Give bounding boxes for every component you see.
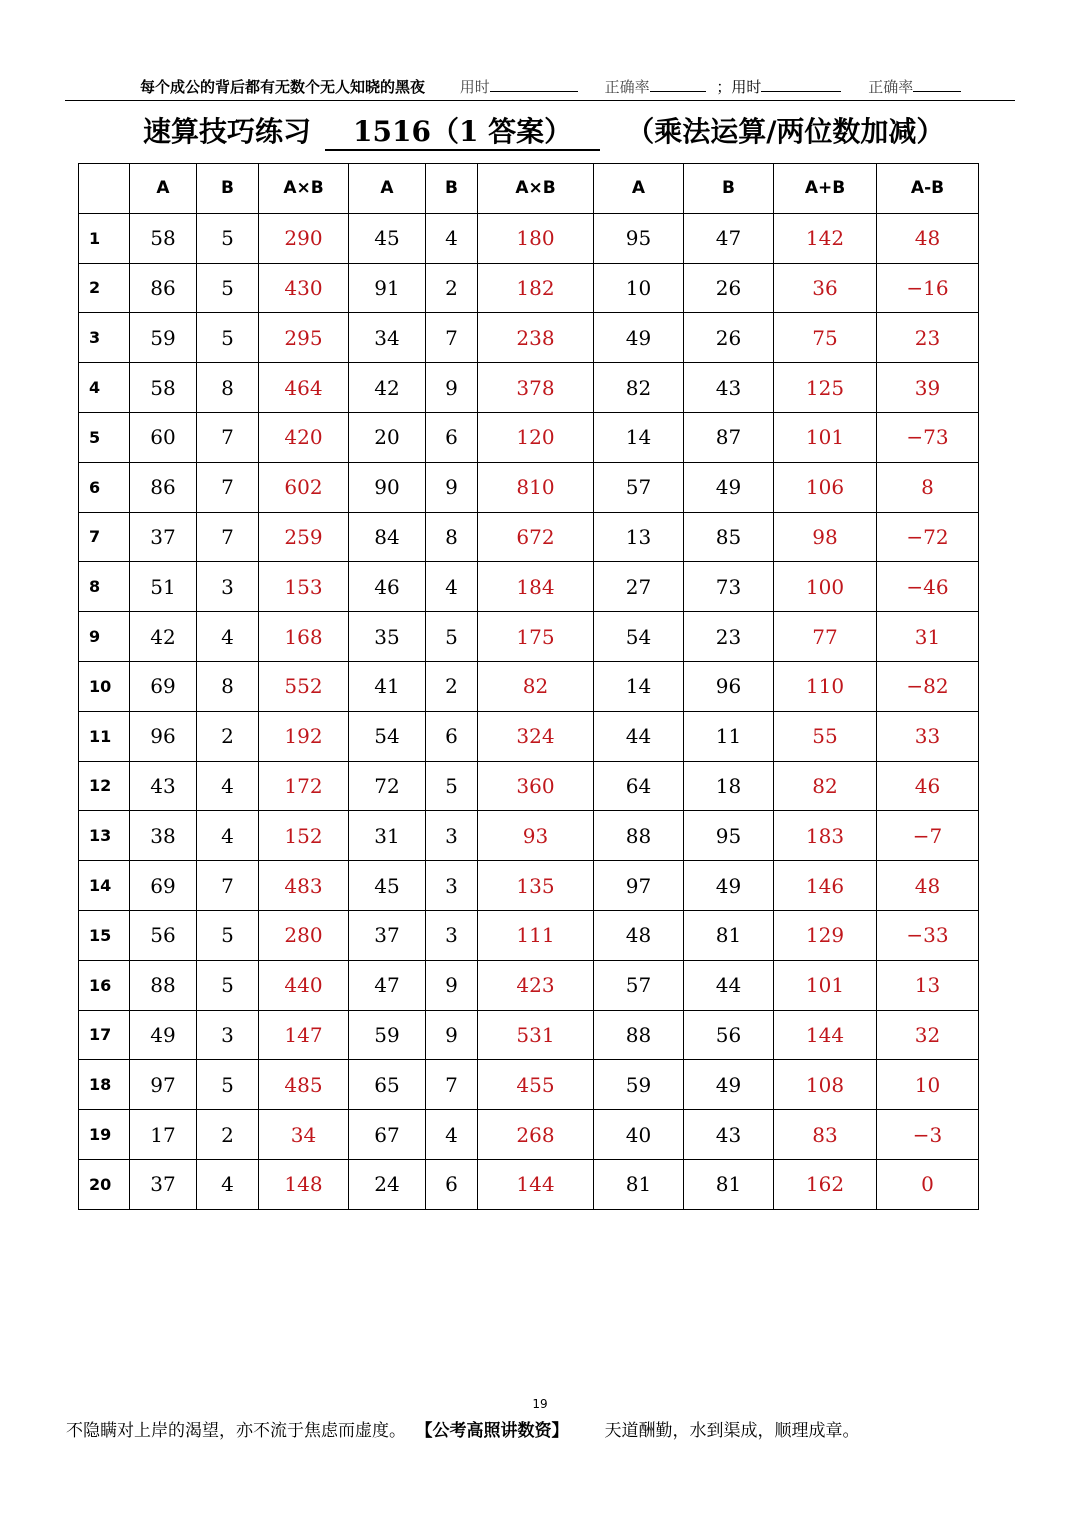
operand-cell: 97 xyxy=(130,1060,197,1110)
row-index: 19 xyxy=(79,1110,130,1160)
operand-cell: 47 xyxy=(349,960,426,1010)
operand-cell: 59 xyxy=(130,313,197,363)
operand-cell: 85 xyxy=(684,512,774,562)
row-index: 6 xyxy=(79,462,130,512)
table-row xyxy=(79,462,979,512)
operand-cell: 6 xyxy=(426,711,478,761)
operand-cell: 6 xyxy=(426,1159,478,1209)
row-index: 14 xyxy=(79,861,130,911)
answer-cell: 268 xyxy=(478,1110,594,1160)
row-index: 18 xyxy=(79,1060,130,1110)
operand-cell: 43 xyxy=(684,363,774,413)
answer-cell: 82 xyxy=(478,661,594,711)
table-row xyxy=(79,661,979,711)
operand-cell: 24 xyxy=(349,1159,426,1209)
operand-cell: 7 xyxy=(197,512,259,562)
operand-cell: 13 xyxy=(594,512,684,562)
table-row xyxy=(79,512,979,562)
operand-cell: 7 xyxy=(197,412,259,462)
answer-cell: 552 xyxy=(259,661,349,711)
table-row xyxy=(79,1159,979,1209)
operand-cell: 59 xyxy=(349,1010,426,1060)
answer-cell: 110 xyxy=(774,661,877,711)
operand-cell: 5 xyxy=(197,960,259,1010)
answer-cell: 324 xyxy=(478,711,594,761)
operand-cell: 17 xyxy=(130,1110,197,1160)
operand-cell: 7 xyxy=(426,313,478,363)
answer-cell: 280 xyxy=(259,910,349,960)
operand-cell: 26 xyxy=(684,263,774,313)
operand-cell: 49 xyxy=(130,1010,197,1060)
time-label-1: 用时 xyxy=(459,78,490,96)
operand-cell: 59 xyxy=(594,1060,684,1110)
answer-cell: 13 xyxy=(877,960,979,1010)
operand-cell: 42 xyxy=(349,363,426,413)
operand-cell: 4 xyxy=(197,612,259,662)
operand-cell: 45 xyxy=(349,213,426,263)
answer-cell: 10 xyxy=(877,1060,979,1110)
answer-cell: 75 xyxy=(774,313,877,363)
operand-cell: 26 xyxy=(684,313,774,363)
answer-cell: 106 xyxy=(774,462,877,512)
answer-cell: 108 xyxy=(774,1060,877,1110)
operand-cell: 9 xyxy=(426,1010,478,1060)
answer-cell: −73 xyxy=(877,412,979,462)
row-index: 17 xyxy=(79,1010,130,1060)
accuracy-label-2: 正确率 xyxy=(868,78,914,96)
answer-cell: 23 xyxy=(877,313,979,363)
operand-cell: 40 xyxy=(594,1110,684,1160)
operand-cell: 3 xyxy=(426,811,478,861)
table-row xyxy=(79,412,979,462)
operand-cell: 11 xyxy=(684,711,774,761)
operand-cell: 58 xyxy=(130,213,197,263)
operand-cell: 5 xyxy=(426,612,478,662)
title-main: 速算技巧练习 xyxy=(143,115,312,148)
answer-cell: 168 xyxy=(259,612,349,662)
row-index: 10 xyxy=(79,661,130,711)
operand-cell: 3 xyxy=(197,1010,259,1060)
operand-cell: 46 xyxy=(349,562,426,612)
operand-cell: 4 xyxy=(197,1159,259,1209)
operand-cell: 2 xyxy=(426,263,478,313)
operand-cell: 88 xyxy=(594,1010,684,1060)
operand-cell: 14 xyxy=(594,412,684,462)
footer-left-slogan: 不隐瞒对上岸的渴望，亦不流于焦虑而虚度。 xyxy=(66,1421,406,1441)
operand-cell: 4 xyxy=(426,1110,478,1160)
row-index: 8 xyxy=(79,562,130,612)
answer-cell: 142 xyxy=(774,213,877,263)
column-header: A xyxy=(349,164,426,214)
row-index: 13 xyxy=(79,811,130,861)
operand-cell: 3 xyxy=(426,910,478,960)
row-index: 1 xyxy=(79,213,130,263)
operand-cell: 5 xyxy=(197,213,259,263)
column-header: B xyxy=(197,164,259,214)
row-index: 2 xyxy=(79,263,130,313)
table-row xyxy=(79,213,979,263)
operand-cell: 97 xyxy=(594,861,684,911)
answer-cell: 98 xyxy=(774,512,877,562)
answer-cell: 420 xyxy=(259,412,349,462)
row-index: 7 xyxy=(79,512,130,562)
row-index: 3 xyxy=(79,313,130,363)
accuracy-blank-2[interactable] xyxy=(913,77,961,92)
operand-cell: 5 xyxy=(197,1060,259,1110)
operand-cell: 44 xyxy=(684,960,774,1010)
operand-cell: 49 xyxy=(684,462,774,512)
operand-cell: 86 xyxy=(130,462,197,512)
answer-cell: 34 xyxy=(259,1110,349,1160)
table-row xyxy=(79,363,979,413)
operand-cell: 5 xyxy=(197,263,259,313)
operand-cell: 4 xyxy=(197,761,259,811)
column-header: A xyxy=(130,164,197,214)
operand-cell: 88 xyxy=(594,811,684,861)
answer-cell: −16 xyxy=(877,263,979,313)
operand-cell: 60 xyxy=(130,412,197,462)
operand-cell: 56 xyxy=(684,1010,774,1060)
operand-cell: 8 xyxy=(197,363,259,413)
operand-cell: 84 xyxy=(349,512,426,562)
answer-cell: 101 xyxy=(774,960,877,1010)
table-body xyxy=(79,213,979,1209)
answer-cell: −82 xyxy=(877,661,979,711)
row-index: 12 xyxy=(79,761,130,811)
operand-cell: 7 xyxy=(426,1060,478,1110)
operand-cell: 44 xyxy=(594,711,684,761)
row-index: 15 xyxy=(79,910,130,960)
answer-cell: −46 xyxy=(877,562,979,612)
column-header: A×B xyxy=(478,164,594,214)
header-rule xyxy=(65,100,1015,101)
table-row xyxy=(79,562,979,612)
operand-cell: 49 xyxy=(594,313,684,363)
footer-right-slogan: 天道酬勤，水到渠成，顺理成章。 xyxy=(604,1421,860,1441)
answer-cell: 33 xyxy=(877,711,979,761)
operand-cell: 4 xyxy=(426,213,478,263)
operand-cell: 7 xyxy=(197,462,259,512)
table-row xyxy=(79,861,979,911)
operand-cell: 14 xyxy=(594,661,684,711)
operand-cell: 37 xyxy=(130,512,197,562)
answer-cell: 440 xyxy=(259,960,349,1010)
table-row xyxy=(79,313,979,363)
answer-cell: 184 xyxy=(478,562,594,612)
answer-cell: 100 xyxy=(774,562,877,612)
operand-cell: 96 xyxy=(684,661,774,711)
time-blank-2[interactable] xyxy=(761,77,841,92)
answer-cell: 93 xyxy=(478,811,594,861)
answer-cell: 464 xyxy=(259,363,349,413)
operand-cell: 8 xyxy=(426,512,478,562)
row-index: 4 xyxy=(79,363,130,413)
operand-cell: 91 xyxy=(349,263,426,313)
answer-cell: 48 xyxy=(877,213,979,263)
operand-cell: 38 xyxy=(130,811,197,861)
operand-cell: 67 xyxy=(349,1110,426,1160)
answer-cell: 430 xyxy=(259,263,349,313)
column-header: B xyxy=(426,164,478,214)
table-row xyxy=(79,612,979,662)
operand-cell: 54 xyxy=(349,711,426,761)
operand-cell: 34 xyxy=(349,313,426,363)
operand-cell: 45 xyxy=(349,861,426,911)
operand-cell: 5 xyxy=(426,761,478,811)
answer-cell: 192 xyxy=(259,711,349,761)
answer-cell: 483 xyxy=(259,861,349,911)
column-header: A xyxy=(594,164,684,214)
answer-cell: −7 xyxy=(877,811,979,861)
row-index: 9 xyxy=(79,612,130,662)
operand-cell: 43 xyxy=(130,761,197,811)
operand-cell: 7 xyxy=(197,861,259,911)
answer-cell: 295 xyxy=(259,313,349,363)
answer-cell: −3 xyxy=(877,1110,979,1160)
answer-cell: 82 xyxy=(774,761,877,811)
operand-cell: 69 xyxy=(130,861,197,911)
operand-cell: 81 xyxy=(684,910,774,960)
operand-cell: 2 xyxy=(197,1110,259,1160)
answer-cell: 672 xyxy=(478,512,594,562)
operand-cell: 69 xyxy=(130,661,197,711)
table-row xyxy=(79,1010,979,1060)
operand-cell: 47 xyxy=(684,213,774,263)
table-header-row xyxy=(79,164,979,214)
row-index: 5 xyxy=(79,412,130,462)
answer-cell: 238 xyxy=(478,313,594,363)
answer-cell: 153 xyxy=(259,562,349,612)
operand-cell: 51 xyxy=(130,562,197,612)
answer-cell: 0 xyxy=(877,1159,979,1209)
footer-brand: 【公考高照讲数资】 xyxy=(424,1421,569,1441)
answer-cell: 129 xyxy=(774,910,877,960)
answer-cell: 48 xyxy=(877,861,979,911)
operand-cell: 96 xyxy=(130,711,197,761)
operand-cell: 37 xyxy=(130,1159,197,1209)
operand-cell: 41 xyxy=(349,661,426,711)
operand-cell: 95 xyxy=(594,213,684,263)
operand-cell: 42 xyxy=(130,612,197,662)
operand-cell: 82 xyxy=(594,363,684,413)
answer-cell: 423 xyxy=(478,960,594,1010)
header-line xyxy=(140,76,1020,100)
answer-cell: 135 xyxy=(478,861,594,911)
operand-cell: 88 xyxy=(130,960,197,1010)
row-index: 11 xyxy=(79,711,130,761)
answer-cell: 39 xyxy=(877,363,979,413)
table-row xyxy=(79,960,979,1010)
column-header: A×B xyxy=(259,164,349,214)
column-header: A+B xyxy=(774,164,877,214)
operand-cell: 43 xyxy=(684,1110,774,1160)
operand-cell: 54 xyxy=(594,612,684,662)
operand-cell: 27 xyxy=(594,562,684,612)
operand-cell: 6 xyxy=(426,412,478,462)
answer-cell: 259 xyxy=(259,512,349,562)
accuracy-label-1: 正确率 xyxy=(604,78,650,96)
operand-cell: 10 xyxy=(594,263,684,313)
header-motto: 每个成公的背后都有无数个无人知晓的黑夜 xyxy=(140,78,426,96)
operand-cell: 48 xyxy=(594,910,684,960)
answer-cell: 8 xyxy=(877,462,979,512)
answer-cell: −33 xyxy=(877,910,979,960)
operand-cell: 86 xyxy=(130,263,197,313)
table-row xyxy=(79,1110,979,1160)
operand-cell: 3 xyxy=(426,861,478,911)
page-number: 19 xyxy=(532,1397,548,1411)
answer-cell: 175 xyxy=(478,612,594,662)
operand-cell: 49 xyxy=(684,861,774,911)
operand-cell: 81 xyxy=(684,1159,774,1209)
answer-cell: 36 xyxy=(774,263,877,313)
answer-cell: 144 xyxy=(478,1159,594,1209)
time-blank-1[interactable] xyxy=(490,77,578,92)
operand-cell: 87 xyxy=(684,412,774,462)
operand-cell: 5 xyxy=(197,910,259,960)
operand-cell: 72 xyxy=(349,761,426,811)
answer-cell: 602 xyxy=(259,462,349,512)
operand-cell: 81 xyxy=(594,1159,684,1209)
operand-cell: 58 xyxy=(130,363,197,413)
answer-cell: 810 xyxy=(478,462,594,512)
operand-cell: 4 xyxy=(426,562,478,612)
table-row xyxy=(79,263,979,313)
operand-cell: 37 xyxy=(349,910,426,960)
operand-cell: 4 xyxy=(197,811,259,861)
column-header xyxy=(79,164,130,214)
answer-cell: 125 xyxy=(774,363,877,413)
operand-cell: 49 xyxy=(684,1060,774,1110)
operand-cell: 35 xyxy=(349,612,426,662)
answer-cell: 455 xyxy=(478,1060,594,1110)
answer-cell: 101 xyxy=(774,412,877,462)
answer-cell: 172 xyxy=(259,761,349,811)
answer-cell: 46 xyxy=(877,761,979,811)
column-header: B xyxy=(684,164,774,214)
operand-cell: 57 xyxy=(594,960,684,1010)
answer-cell: 32 xyxy=(877,1010,979,1060)
answer-cell: 147 xyxy=(259,1010,349,1060)
answer-cell: 360 xyxy=(478,761,594,811)
title-subtitle: （乘法运算/两位数加减） xyxy=(626,115,945,148)
operand-cell: 65 xyxy=(349,1060,426,1110)
operand-cell: 90 xyxy=(349,462,426,512)
table-row xyxy=(79,761,979,811)
column-header: A-B xyxy=(877,164,979,214)
answer-cell: 120 xyxy=(478,412,594,462)
answer-cell: 182 xyxy=(478,263,594,313)
page-title xyxy=(143,112,1023,152)
operand-cell: 2 xyxy=(197,711,259,761)
answer-cell: 183 xyxy=(774,811,877,861)
operand-cell: 64 xyxy=(594,761,684,811)
row-index: 16 xyxy=(79,960,130,1010)
answer-cell: 378 xyxy=(478,363,594,413)
operand-cell: 3 xyxy=(197,562,259,612)
answer-cell: 180 xyxy=(478,213,594,263)
operand-cell: 95 xyxy=(684,811,774,861)
operand-cell: 9 xyxy=(426,960,478,1010)
footer xyxy=(66,1416,1026,1441)
answer-cell: 162 xyxy=(774,1159,877,1209)
answer-cell: 531 xyxy=(478,1010,594,1060)
operand-cell: 2 xyxy=(426,661,478,711)
operand-cell: 18 xyxy=(684,761,774,811)
time-label-2: 用时 xyxy=(731,78,762,96)
answer-cell: 55 xyxy=(774,711,877,761)
operand-cell: 8 xyxy=(197,661,259,711)
accuracy-blank-1[interactable] xyxy=(650,77,706,92)
answer-cell: 144 xyxy=(774,1010,877,1060)
operand-cell: 9 xyxy=(426,363,478,413)
answer-cell: 148 xyxy=(259,1159,349,1209)
answer-cell: 152 xyxy=(259,811,349,861)
table-row xyxy=(79,811,979,861)
operand-cell: 9 xyxy=(426,462,478,512)
answer-cell: 31 xyxy=(877,612,979,662)
table-row xyxy=(79,910,979,960)
header-separator: ； xyxy=(716,78,732,96)
answer-cell: 111 xyxy=(478,910,594,960)
operand-cell: 23 xyxy=(684,612,774,662)
answer-cell: 83 xyxy=(774,1110,877,1160)
row-index: 20 xyxy=(79,1159,130,1209)
operand-cell: 73 xyxy=(684,562,774,612)
answer-cell: 485 xyxy=(259,1060,349,1110)
operand-cell: 5 xyxy=(197,313,259,363)
operand-cell: 56 xyxy=(130,910,197,960)
answer-cell: 77 xyxy=(774,612,877,662)
answer-cell: 290 xyxy=(259,213,349,263)
table-row xyxy=(79,711,979,761)
title-code: 1516（1 答案） xyxy=(325,115,600,151)
table-row xyxy=(79,1060,979,1110)
operand-cell: 31 xyxy=(349,811,426,861)
practice-table xyxy=(78,163,979,1210)
operand-cell: 57 xyxy=(594,462,684,512)
answer-cell: −72 xyxy=(877,512,979,562)
operand-cell: 20 xyxy=(349,412,426,462)
answer-cell: 146 xyxy=(774,861,877,911)
